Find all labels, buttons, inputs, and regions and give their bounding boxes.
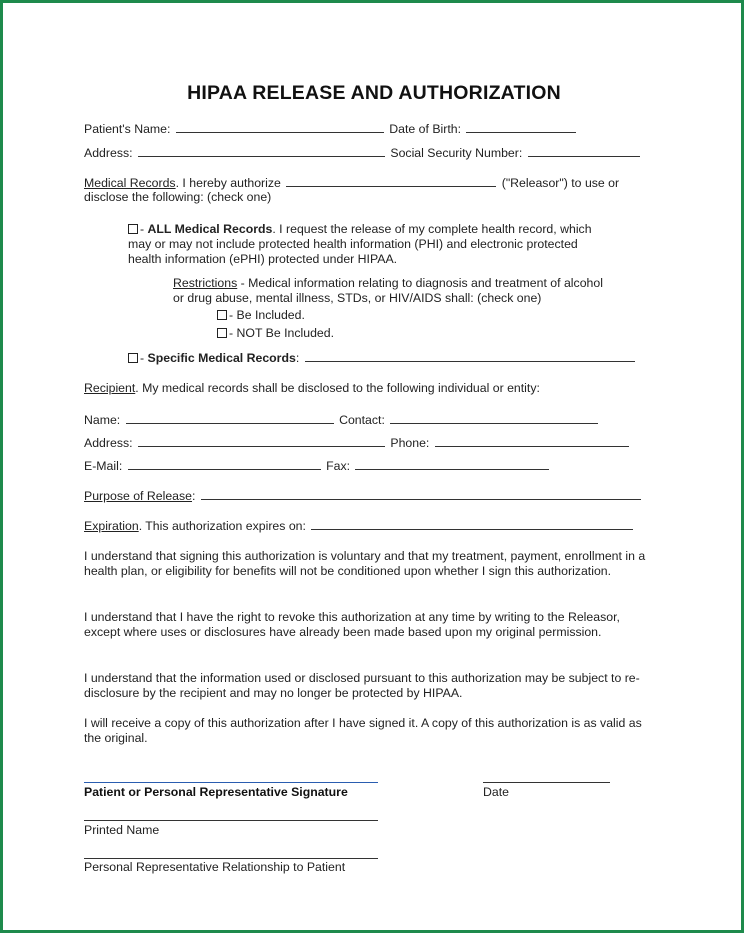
recipient-address-row [84, 435, 631, 451]
recipient-email-row [84, 458, 551, 474]
medical-records-instruction: disclose the following: (check one) [84, 190, 272, 204]
purpose-colon: : [192, 489, 196, 503]
purpose-field[interactable] [201, 488, 641, 500]
releasor-label: ("Releasor") to use or [501, 176, 620, 190]
restrictions-text-1: - Medical information relating to diagnosis and treatment of alcohol [237, 276, 603, 290]
expiration-row [84, 518, 635, 534]
printed-name-line[interactable] [84, 820, 378, 821]
not-included-label: - NOT Be Included. [229, 326, 335, 340]
ssn-label: Social Security Number: [390, 146, 523, 160]
recipient-phone-field[interactable] [435, 435, 629, 447]
be-included-checkbox[interactable] [217, 310, 227, 320]
patient-name-label: Patient's Name: [84, 122, 171, 136]
medical-records-intro: . I hereby authorize [175, 176, 281, 190]
recipient-fax-field[interactable] [355, 458, 549, 470]
dob-label: Date of Birth: [389, 122, 462, 136]
recipient-fax-label: Fax: [326, 459, 351, 473]
patient-address-label: Address: [84, 146, 133, 160]
relationship-label: Personal Representative Relationship to Patient [84, 860, 346, 874]
redisclosure-paragraph: I understand that the information used or disclosed pursuant to this authorization may be subject to re-disclosure by the recipient and may no longer be protected by HIPAA. [84, 671, 640, 701]
restrictions-heading: Restrictions [173, 276, 238, 290]
signature-line[interactable] [84, 782, 378, 783]
printed-name-label: Printed Name [84, 823, 160, 837]
be-included-label: - Be Included. [229, 308, 305, 322]
specific-records-colon: : [295, 351, 300, 365]
recipient-heading: Recipient [84, 381, 136, 395]
voluntary-paragraph: I understand that signing this authorization is voluntary and that my treatment, payment, enrollment in a health plan, or eligibility for benefits will not be conditioned upon whether I sign this authorization. [84, 549, 646, 579]
specific-records-checkbox[interactable] [128, 353, 138, 363]
relationship-line[interactable] [84, 858, 378, 859]
medical-records-heading: Medical Records [84, 176, 176, 190]
expiration-field[interactable] [311, 518, 633, 530]
medical-records-row [84, 175, 619, 191]
specific-records-row: - Specific Medical Records: [128, 350, 637, 366]
recipient-address-label: Address: [84, 436, 133, 450]
patient-name-field[interactable] [176, 121, 384, 133]
be-included-row [217, 308, 305, 323]
all-records-checkbox[interactable] [128, 224, 138, 234]
all-records-text-2: may or may not include protected health information (PHI) and electronic protected [128, 237, 578, 251]
all-records-text-3: health information (ePHI) protected under HIPAA. [128, 252, 398, 266]
form-title: HIPAA RELEASE AND AUTHORIZATION [187, 82, 561, 104]
not-included-row [217, 326, 334, 341]
signature-label: Patient or Personal Representative Signature [84, 785, 348, 799]
recipient-name-row [84, 412, 600, 428]
specific-records-label: Specific Medical Records [147, 351, 296, 365]
recipient-name-field[interactable] [126, 412, 334, 424]
recipient-email-label: E-Mail: [84, 459, 123, 473]
patient-address-field[interactable] [138, 145, 385, 157]
releasor-field[interactable] [286, 175, 496, 187]
ssn-field[interactable] [528, 145, 640, 157]
all-records-label: ALL Medical Records [147, 222, 273, 236]
not-included-checkbox[interactable] [217, 328, 227, 338]
date-line[interactable] [483, 782, 610, 783]
restrictions-text-2: or drug abuse, mental illness, STDs, or HIV/AIDS shall: (check one) [173, 291, 542, 305]
specific-records-field[interactable] [305, 350, 635, 362]
revoke-paragraph: I understand that I have the right to revoke this authorization at any time by writing to the Releasor, except where uses or disclosures have already been made based upon my original permission. [84, 610, 620, 640]
patient-address-row [84, 145, 642, 161]
date-label: Date [483, 785, 509, 799]
recipient-contact-label: Contact: [339, 413, 385, 427]
recipient-email-field[interactable] [128, 458, 321, 470]
recipient-intro: . My medical records shall be disclosed to the following individual or entity: [135, 381, 540, 395]
all-records-text-1: . I request the release of my complete health record, which [272, 222, 592, 236]
all-records-row: - ALL Medical Records. I request the release of my complete health record, which [128, 222, 592, 237]
expiration-text: . This authorization expires on: [138, 519, 306, 533]
patient-name-row [84, 121, 578, 137]
purpose-heading: Purpose of Release [84, 489, 193, 503]
recipient-name-label: Name: [84, 413, 121, 427]
recipient-address-field[interactable] [138, 435, 385, 447]
copy-paragraph: I will receive a copy of this authorization after I have signed it. A copy of this authorization is as valid as the original. [84, 716, 642, 746]
recipient-row [84, 381, 540, 396]
restrictions-row [173, 276, 603, 291]
dob-field[interactable] [466, 121, 576, 133]
purpose-row [84, 488, 643, 504]
recipient-contact-field[interactable] [390, 412, 598, 424]
expiration-heading: Expiration [84, 519, 139, 533]
recipient-phone-label: Phone: [390, 436, 430, 450]
